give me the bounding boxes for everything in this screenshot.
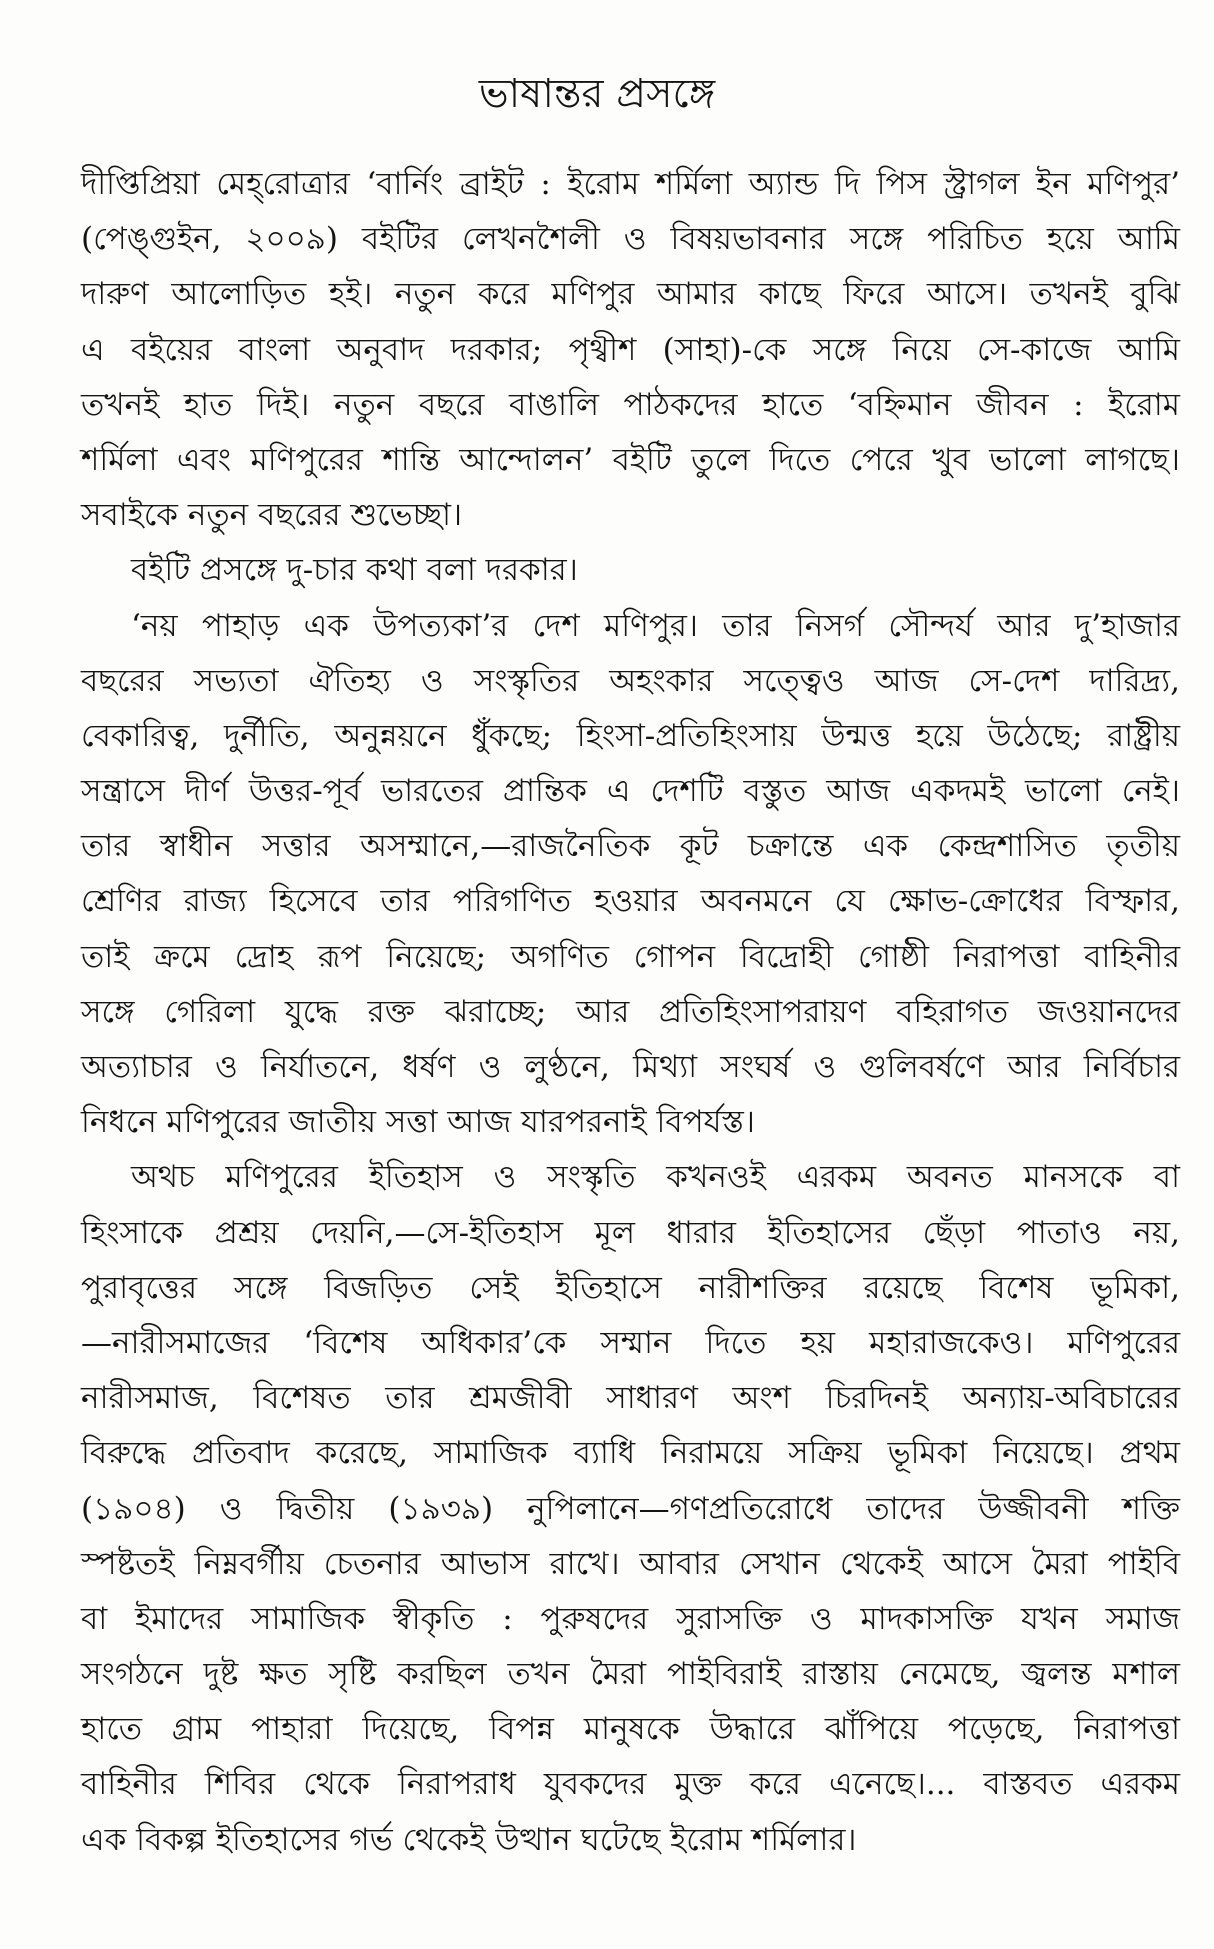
text-line: —নারীসমাজের ‘বিশেষ অধিকার’কে সম্মান দিতে হয় মহারাজকেও। মণিপুরের [81,1324,1180,1361]
page-title: ভাষান্তর প্রসঙ্গে [478,71,716,117]
text-line: বছরের সভ্যতা ঐতিহ্য ও সংস্কৃতির অহংকার সত্ত্বেও আজ সে-দেশ দারিদ্র্য, [81,662,1180,699]
paragraph [81,157,1180,543]
text-line: (১৯০৪) ও দ্বিতীয় (১৯৩৯) নুপিলানে—গণপ্রতিরোধে তাদের উজ্জীবনী শক্তি [81,1490,1180,1527]
text-line: অত্যাচার ও নির্যাতনে, ধর্ষণ ও লুণ্ঠনে, মিথ্যা সংঘর্ষ ও গুলিবর্ষণে আর নির্বিচার [81,1049,1180,1085]
text-line: বাহিনীর শিবির থেকে নিরাপরাধ যুবকদের মুক্ত করে এনেছে।... বাস্তবত এরকম [81,1766,1180,1803]
text-line: বিরুদ্ধে প্রতিবাদ করেছে, সামাজিক ব্যাধি নিরাময়ে সক্রিয় ভূমিকা নিয়েছে। প্রথম [81,1435,1180,1472]
text-line: বা ইমাদের সামাজিক স্বীকৃতি : পুরুষদের সুরাসক্তি ও মাদকাসক্তি যখন সমাজ [81,1600,1180,1637]
text-line: ‘নয় পাহাড় এক উপত্যকা’র দেশ মণিপুর। তার নিসর্গ সৌন্দর্য আর দু’হাজার [131,607,1180,644]
text-line: হাতে গ্রাম পাহারা দিয়েছে, বিপন্ন মানুষকে উদ্ধারে ঝাঁপিয়ে পড়েছে, নিরাপত্তা [81,1711,1180,1748]
text-line: হিংসাকে প্রশ্রয় দেয়নি,—সে-ইতিহাস মূল ধারার ইতিহাসের ছেঁড়া পাতাও নয়, [81,1214,1180,1251]
paragraph [81,599,1180,1151]
text-line: পুরাবৃত্তের সঙ্গে বিজড়িত সেই ইতিহাসে নারীশক্তির রয়েছে বিশেষ ভূমিকা, [81,1269,1180,1306]
text-line: এক বিকল্প ইতিহাসের গর্ভ থেকেই উত্থান ঘটেছে ইরোম শর্মিলার। [81,1821,857,1858]
text-line: তখনই হাত দিই। নতুন বছরে বাঙালি পাঠকদের হাতে ‘বহ্নিমান জীবন : ইরোম [81,386,1180,423]
text-line: সবাইকে নতুন বছরের শুভেচ্ছা। [81,497,463,534]
text-line: সঙ্গে গেরিলা যুদ্ধে রক্ত ঝরাচ্ছে; আর প্রতিহিংসাপরায়ণ বহিরাগত জওয়ানদের [81,993,1180,1030]
paragraph [81,1150,1180,1867]
text-line: শর্মিলা এবং মণিপুরের শান্তি আন্দোলন’ বইটি তুলে দিতে পেরে খুব ভালো লাগছে। [81,441,1180,478]
text-line: শ্রেণির রাজ্য হিসেবে তার পরিগণিত হওয়ার অবনমনে যে ক্ষোভ-ক্রোধের বিস্ফার, [81,883,1180,920]
text-line: নিধনে মণিপুরের জাতীয় সত্তা আজ যারপরনাই বিপর্যস্ত। [81,1104,755,1141]
text-line: (পেঙ্গুইন, ২০০৯) বইটির লেখনশৈলী ও বিষয়ভাবনার সঙ্গে পরিচিত হয়ে আমি [81,221,1180,258]
text-line: সন্ত্রাসে দীর্ণ উত্তর-পূর্ব ভারতের প্রান্তিক এ দেশটি বস্তুত আজ একদমই ভালো নেই। [81,773,1180,810]
document-body [81,157,1180,1868]
text-line: সংগঠনে দুষ্ট ক্ষত সৃষ্টি করছিল তখন মৈরা পাইবিরাই রাস্তায় নেমেছে, জ্বলন্ত মশাল [81,1656,1180,1693]
text-line: নারীসমাজ, বিশেষত তার শ্রমজীবী সাধারণ অংশ চিরদিনই অন্যায়-অবিচারের [81,1380,1180,1417]
text-line: দীপ্তিপ্রিয়া মেহ্‌রোত্রার ‘বার্নিং ব্রাইট : ইরোম শর্মিলা অ্যান্ড দি পিস স্ট্রাগল ইন মণিপুর’ [81,166,1180,202]
text-line: বইটি প্রসঙ্গে দু-চার কথা বলা দরকার। [131,552,578,589]
paragraph [81,543,1180,598]
text-line: দারুণ আলোড়িত হই। নতুন করে মণিপুর আমার কাছে ফিরে আসে। তখনই বুঝি [81,276,1180,313]
text-line: তার স্বাধীন সত্তার অসম্মানে,—রাজনৈতিক কূট চক্রান্তে এক কেন্দ্রশাসিত তৃতীয় [81,828,1180,865]
text-line: তাই ক্রমে দ্রোহ রূপ নিয়েছে; অগণিত গোপন বিদ্রোহী গোষ্ঠী নিরাপত্তা বাহিনীর [81,938,1180,975]
text-line: অথচ মণিপুরের ইতিহাস ও সংস্কৃতি কখনওই এরকম অবনত মানসকে বা [131,1159,1180,1196]
text-line: স্পষ্টতই নিম্নবর্গীয় চেতনার আভাস রাখে। আবার সেখান থেকেই আসে মৈরা পাইবি [81,1545,1180,1582]
text-line: এ বইয়ের বাংলা অনুবাদ দরকার; পৃথ্বীশ (সাহা)-কে সঙ্গে নিয়ে সে-কাজে আমি [81,331,1180,368]
text-line: বেকারিত্ব, দুর্নীতি, অনুন্নয়নে ধুঁকছে; হিংসা-প্রতিহিংসায় উন্মত্ত হয়ে উঠেছে; রাষ্ট্রীয় [81,717,1180,754]
